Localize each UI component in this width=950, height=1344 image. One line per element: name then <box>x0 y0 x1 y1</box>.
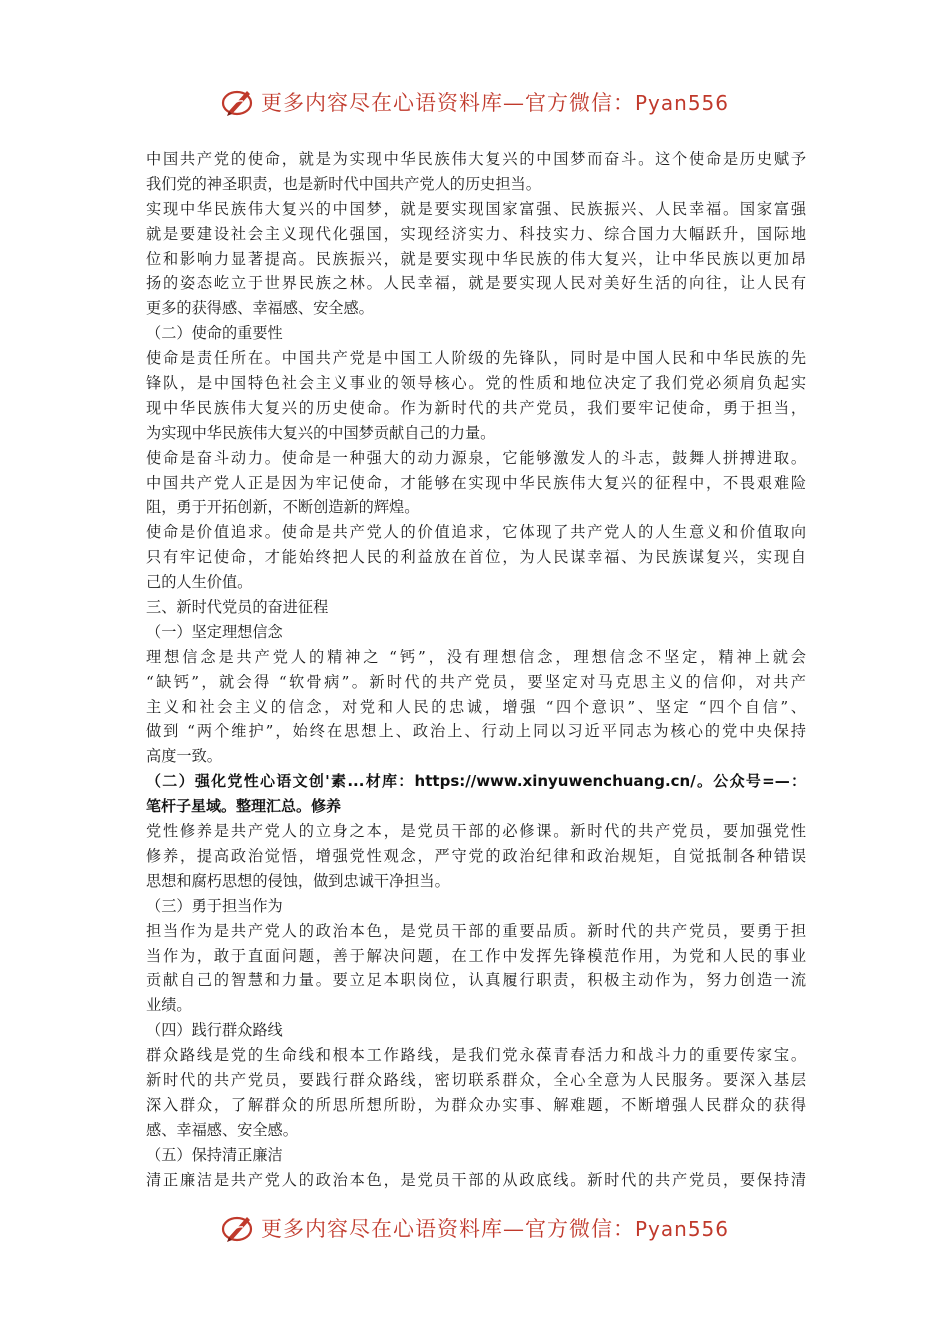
banner-main-text: 更多内容尽在心语资料库—官方微信： <box>260 1217 635 1241</box>
text-line: 理想信念是共产党人的精神之 “钙”，没有理想信念，理想信念不坚定，精神上就会 <box>146 647 806 666</box>
text-line: 为实现中华民族伟大复兴的中国梦贡献自己的力量。 <box>146 423 496 442</box>
text-line: 主义和社会主义的信念，对党和人民的忠诚，增强 “四个意识”、坚定 “四个自信”、 <box>146 697 806 716</box>
highlighted-text-line: 笔杆子星域。整理汇总。修养 <box>146 797 342 816</box>
text-line: 业绩。 <box>146 996 192 1015</box>
text-line: 扬的姿态屹立于世界民族之林。人民幸福，就是要实现人民对美好生活的向往，让人民有 <box>146 274 806 293</box>
text-line: 贡献自己的智慧和力量。要立足本职岗位，认真履行职责，积极主动作为，努力创造一流 <box>146 971 806 990</box>
footer-banner-inner <box>221 1211 729 1245</box>
text-line: 党性修养是共产党人的立身之本，是党员干部的必修课。新时代的共产党员，要加强党性 <box>146 822 806 841</box>
text-line: 高度一致。 <box>146 747 222 766</box>
text-line: （五）保持清正廉洁 <box>146 1145 283 1164</box>
footer-banner <box>0 1208 950 1248</box>
text-line: 当作为，敢于直面问题，善于解决问题，在工作中发挥先锋模范作用，为党和人民的事业 <box>146 946 806 965</box>
text-line: “缺钙”，就会得 “软骨病”。新时代的共产党员，要坚定对马克思主义的信仰，对共产 <box>146 672 806 691</box>
text-line: 群众路线是党的生命线和根本工作路线，是我们党永葆青春活力和战斗力的重要传家宝。 <box>146 1046 806 1065</box>
document-body <box>146 147 806 1192</box>
banner-main-text: 更多内容尽在心语资料库—官方微信： <box>260 91 635 115</box>
text-line: （三）勇于担当作为 <box>146 896 283 915</box>
text-line: 深入群众，了解群众的所思所想所盼，为群众办实事、解难题，不断增强人民群众的获得 <box>146 1095 806 1114</box>
banner-wechat-id: Pyan556 <box>634 91 729 115</box>
text-line: 新时代的共产党员，要践行群众路线，密切联系群众，全心全意为人民服务。要深入基层 <box>146 1070 806 1089</box>
text-line: 更多的获得感、幸福感、安全感。 <box>146 299 374 318</box>
pen-logo-icon <box>221 85 255 119</box>
text-line: 修养，提高政治觉悟，增强党性观念，严守党的政治纪律和政治规矩，自觉抵制各种错误 <box>146 846 806 865</box>
text-line: 做到 “两个维护”，始终在思想上、政治上、行动上同以习近平同志为核心的党中央保持 <box>146 722 806 741</box>
text-line: 现中华民族伟大复兴的历史使命。作为新时代的共产党员，我们要牢记使命，勇于担当， <box>146 398 806 417</box>
text-line: 己的人生价值。 <box>146 573 253 592</box>
text-line: 我们党的神圣职责，也是新时代中国共产党人的历史担当。 <box>146 174 541 193</box>
text-line: 中国共产党人正是因为牢记使命，才能够在实现中华民族伟大复兴的征程中，不畏艰难险 <box>146 473 806 492</box>
text-line: 清正廉洁是共产党人的政治本色，是党员干部的从政底线。新时代的共产党员，要保持清 <box>146 1170 806 1189</box>
text-line: （一）坚定理想信念 <box>146 622 283 641</box>
text-line: 三、新时代党员的奋进征程 <box>146 598 329 617</box>
highlighted-text-line: （二）强化党性心语文创'素...材库：https://www.xinyuwenchuang.cn/。公众号=—： <box>146 772 806 791</box>
text-line: 中国共产党的使命，就是为实现中华民族伟大复兴的中国梦而奋斗。这个使命是历史赋予 <box>146 150 806 168</box>
text-line: 位和影响力显著提高。民族振兴，就是要实现中华民族的伟大复兴，让中华民族以更加昂 <box>146 249 806 268</box>
text-line: 阻，勇于开拓创新，不断创造新的辉煌。 <box>146 498 420 517</box>
text-line: （四）践行群众路线 <box>146 1021 283 1040</box>
header-banner-text <box>261 87 729 117</box>
banner-wechat-id: Pyan556 <box>634 1217 729 1241</box>
text-line: 只有牢记使命，才能始终把人民的利益放在首位，为人民谋幸福、为民族谋复兴，实现自 <box>146 548 806 567</box>
text-line: 使命是责任所在。中国共产党是中国工人阶级的先锋队，同时是中国人民和中华民族的先 <box>146 349 806 368</box>
text-line: 使命是奋斗动力。使命是一种强大的动力源泉，它能够激发人的斗志，鼓舞人拼搏进取。 <box>146 448 806 467</box>
text-line: 就是要建设社会主义现代化强国，实现经济实力、科技实力、综合国力大幅跃升，国际地 <box>146 224 806 243</box>
text-line: 锋队，是中国特色社会主义事业的领导核心。党的性质和地位决定了我们党必须肩负起实 <box>146 374 806 393</box>
header-banner <box>0 82 950 122</box>
header-banner-inner <box>221 85 729 119</box>
text-line: 思想和腐朽思想的侵蚀，做到忠诚干净担当。 <box>146 871 450 890</box>
footer-banner-text <box>261 1213 729 1243</box>
text-line: 担当作为是共产党人的政治本色，是党员干部的重要品质。新时代的共产党员，要勇于担 <box>146 921 806 940</box>
text-line: 使命是价值追求。使命是共产党人的价值追求，它体现了共产党人的人生意义和价值取向 <box>146 523 806 542</box>
text-line: （二）使命的重要性 <box>146 324 283 343</box>
text-line: 实现中华民族伟大复兴的中国梦，就是要实现国家富强、民族振兴、人民幸福。国家富强 <box>146 199 806 218</box>
text-line: 感、幸福感、安全感。 <box>146 1120 298 1139</box>
pen-logo-icon <box>221 1211 255 1245</box>
